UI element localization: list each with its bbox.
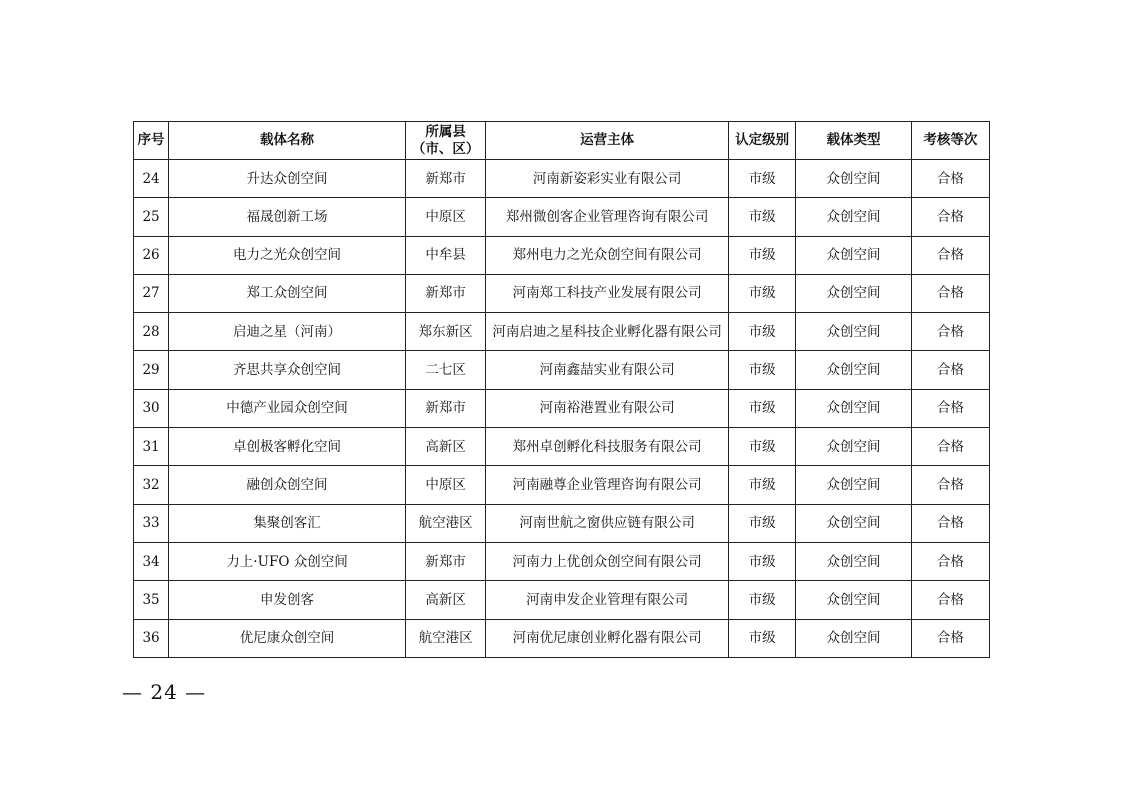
cell-district: 新郑市	[405, 160, 485, 198]
cell-carrier-name: 申发创客	[169, 581, 406, 619]
cell-carrier-name: 齐思共享众创空间	[169, 351, 406, 389]
cell-district: 高新区	[405, 428, 485, 466]
cell-carrier-name: 卓创极客孵化空间	[169, 428, 406, 466]
cell-district: 新郑市	[405, 274, 485, 312]
cell-level: 市级	[729, 542, 796, 580]
cell-carrier-name: 启迪之星（河南）	[169, 313, 406, 351]
incubator-table-container	[133, 121, 990, 658]
cell-evaluation: 合格	[911, 466, 989, 504]
cell-evaluation: 合格	[911, 160, 989, 198]
cell-carrier-type: 众创空间	[796, 389, 911, 427]
cell-level: 市级	[729, 504, 796, 542]
table-row	[134, 236, 990, 274]
cell-carrier-type: 众创空间	[796, 581, 911, 619]
cell-level: 市级	[729, 198, 796, 236]
header-district-line1: 所属县	[425, 124, 466, 141]
cell-evaluation: 合格	[911, 542, 989, 580]
cell-level: 市级	[729, 428, 796, 466]
cell-serial-number: 34	[134, 542, 169, 580]
cell-operator: 郑州微创客企业管理咨询有限公司	[486, 198, 729, 236]
cell-district: 新郑市	[405, 389, 485, 427]
cell-district: 新郑市	[405, 542, 485, 580]
cell-carrier-name: 优尼康众创空间	[169, 619, 406, 657]
header-carrier-type: 载体类型	[796, 122, 911, 160]
header-serial-number: 序号	[134, 122, 169, 160]
cell-operator: 河南融尊企业管理咨询有限公司	[486, 466, 729, 504]
table-row	[134, 504, 990, 542]
cell-carrier-type: 众创空间	[796, 198, 911, 236]
cell-evaluation: 合格	[911, 504, 989, 542]
table-row	[134, 466, 990, 504]
cell-carrier-type: 众创空间	[796, 160, 911, 198]
table-row	[134, 619, 990, 657]
cell-level: 市级	[729, 581, 796, 619]
cell-operator: 河南优尼康创业孵化器有限公司	[486, 619, 729, 657]
cell-serial-number: 36	[134, 619, 169, 657]
cell-carrier-name: 升达众创空间	[169, 160, 406, 198]
cell-level: 市级	[729, 351, 796, 389]
cell-level: 市级	[729, 236, 796, 274]
cell-level: 市级	[729, 466, 796, 504]
cell-operator: 河南申发企业管理有限公司	[486, 581, 729, 619]
table-row	[134, 313, 990, 351]
cell-level: 市级	[729, 389, 796, 427]
cell-evaluation: 合格	[911, 428, 989, 466]
cell-serial-number: 30	[134, 389, 169, 427]
cell-evaluation: 合格	[911, 313, 989, 351]
cell-carrier-type: 众创空间	[796, 504, 911, 542]
cell-district: 中原区	[405, 466, 485, 504]
cell-level: 市级	[729, 160, 796, 198]
table-row	[134, 198, 990, 236]
header-district	[405, 122, 485, 160]
table-row	[134, 160, 990, 198]
cell-operator: 河南裕港置业有限公司	[486, 389, 729, 427]
cell-carrier-name: 力上·UFO 众创空间	[169, 542, 406, 580]
table-row	[134, 542, 990, 580]
table-header-row	[134, 122, 990, 160]
cell-operator: 河南鑫喆实业有限公司	[486, 351, 729, 389]
header-carrier-name: 载体名称	[169, 122, 406, 160]
cell-operator: 河南郑工科技产业发展有限公司	[486, 274, 729, 312]
cell-serial-number: 26	[134, 236, 169, 274]
header-level: 认定级别	[729, 122, 796, 160]
cell-carrier-name: 融创众创空间	[169, 466, 406, 504]
table-row	[134, 428, 990, 466]
table-row	[134, 389, 990, 427]
cell-evaluation: 合格	[911, 389, 989, 427]
header-district-line2: （市、区）	[411, 140, 480, 157]
cell-operator: 河南启迪之星科技企业孵化器有限公司	[486, 313, 729, 351]
cell-evaluation: 合格	[911, 198, 989, 236]
cell-district: 郑东新区	[405, 313, 485, 351]
cell-carrier-type: 众创空间	[796, 466, 911, 504]
cell-serial-number: 24	[134, 160, 169, 198]
cell-level: 市级	[729, 313, 796, 351]
cell-level: 市级	[729, 274, 796, 312]
cell-serial-number: 35	[134, 581, 169, 619]
cell-carrier-type: 众创空间	[796, 313, 911, 351]
cell-evaluation: 合格	[911, 236, 989, 274]
page-number: — 24 —	[122, 680, 207, 704]
cell-district: 航空港区	[405, 504, 485, 542]
cell-operator: 郑州电力之光众创空间有限公司	[486, 236, 729, 274]
cell-evaluation: 合格	[911, 351, 989, 389]
cell-operator: 郑州卓创孵化科技服务有限公司	[486, 428, 729, 466]
cell-carrier-type: 众创空间	[796, 428, 911, 466]
cell-carrier-name: 中德产业园众创空间	[169, 389, 406, 427]
cell-evaluation: 合格	[911, 619, 989, 657]
cell-carrier-type: 众创空间	[796, 351, 911, 389]
cell-carrier-type: 众创空间	[796, 274, 911, 312]
table-row	[134, 581, 990, 619]
cell-carrier-name: 福晟创新工场	[169, 198, 406, 236]
cell-district: 中原区	[405, 198, 485, 236]
cell-serial-number: 33	[134, 504, 169, 542]
cell-serial-number: 31	[134, 428, 169, 466]
table-body	[134, 160, 990, 658]
cell-carrier-name: 集聚创客汇	[169, 504, 406, 542]
cell-level: 市级	[729, 619, 796, 657]
cell-serial-number: 27	[134, 274, 169, 312]
cell-district: 高新区	[405, 581, 485, 619]
header-operator: 运营主体	[486, 122, 729, 160]
cell-operator: 河南世航之窗供应链有限公司	[486, 504, 729, 542]
cell-carrier-type: 众创空间	[796, 236, 911, 274]
cell-operator: 河南新姿彩实业有限公司	[486, 160, 729, 198]
table-row	[134, 274, 990, 312]
cell-operator: 河南力上优创众创空间有限公司	[486, 542, 729, 580]
incubator-evaluation-table	[133, 121, 990, 658]
cell-district: 中牟县	[405, 236, 485, 274]
cell-evaluation: 合格	[911, 274, 989, 312]
cell-district: 航空港区	[405, 619, 485, 657]
cell-carrier-type: 众创空间	[796, 619, 911, 657]
cell-serial-number: 32	[134, 466, 169, 504]
cell-carrier-name: 电力之光众创空间	[169, 236, 406, 274]
cell-carrier-name: 郑工众创空间	[169, 274, 406, 312]
cell-serial-number: 29	[134, 351, 169, 389]
cell-carrier-type: 众创空间	[796, 542, 911, 580]
table-row	[134, 351, 990, 389]
header-evaluation: 考核等次	[911, 122, 989, 160]
cell-evaluation: 合格	[911, 581, 989, 619]
cell-serial-number: 25	[134, 198, 169, 236]
cell-district: 二七区	[405, 351, 485, 389]
cell-serial-number: 28	[134, 313, 169, 351]
